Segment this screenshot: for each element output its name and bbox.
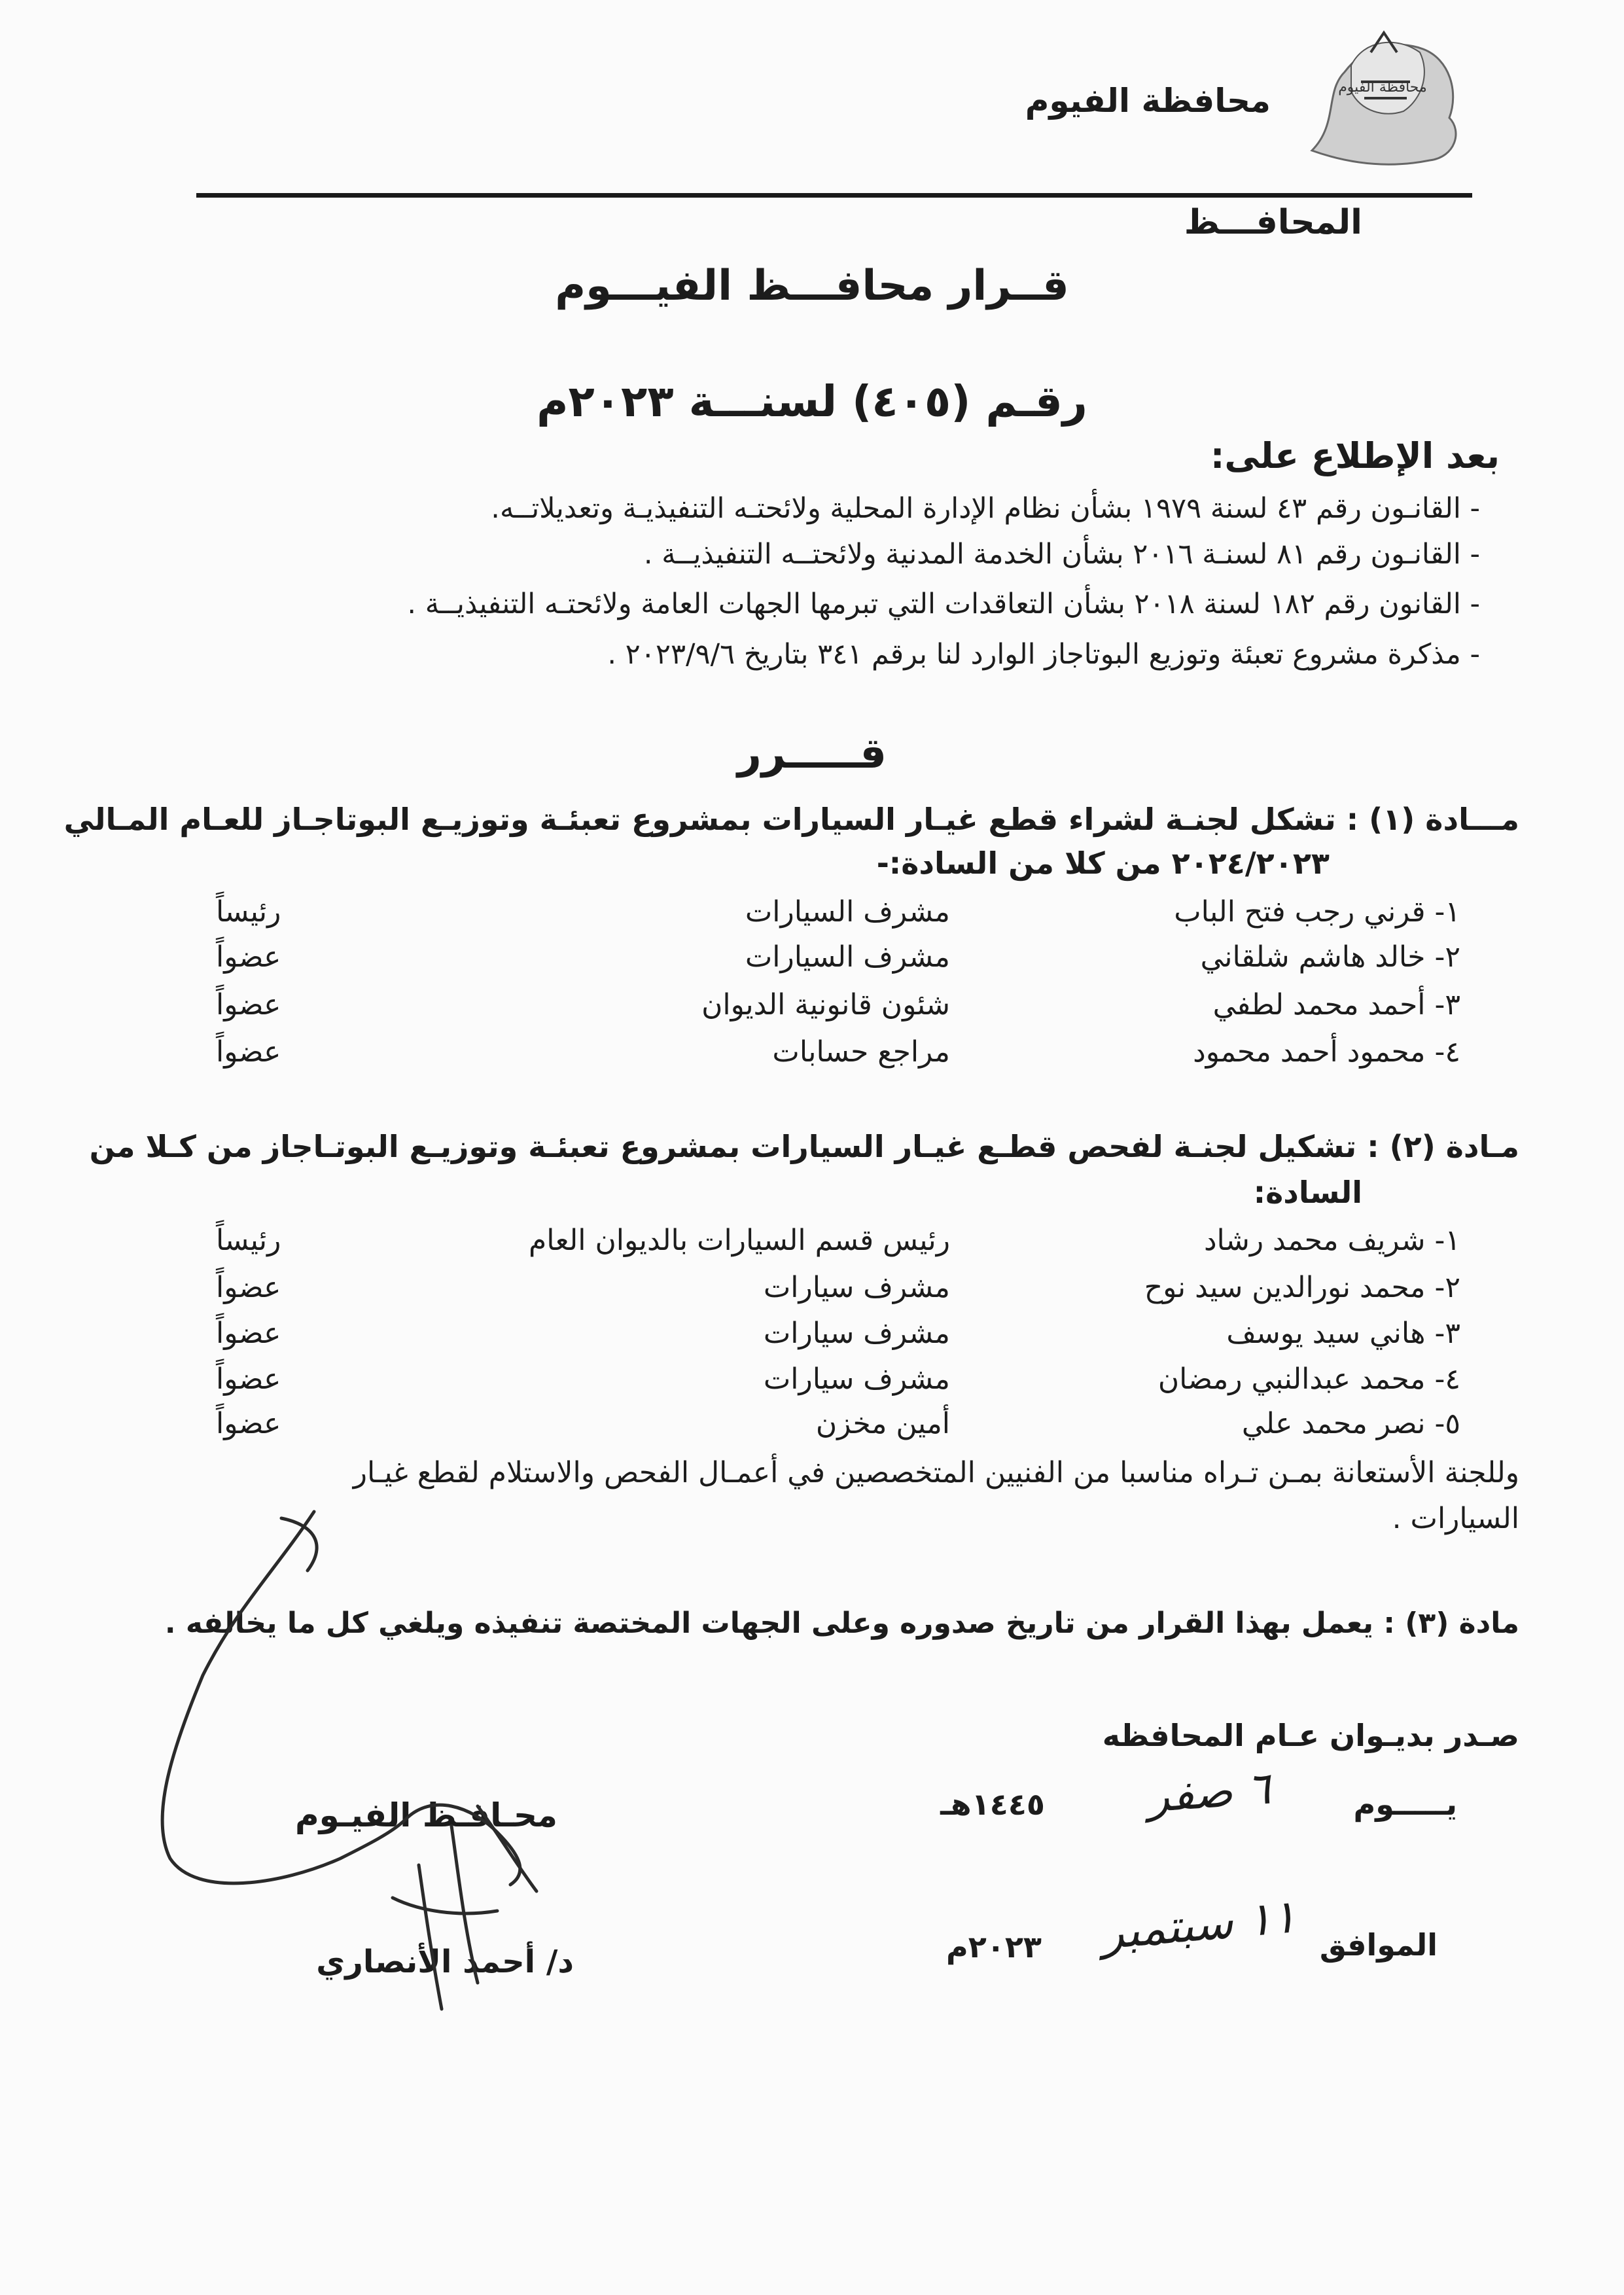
member-role: عضواً (216, 1362, 281, 1396)
member-role: عضواً (216, 1317, 281, 1350)
preamble-heading: بعد الإطلاع على: (1210, 435, 1500, 476)
member-name: ٤- محمد عبدالنبي رمضان (1157, 1362, 1460, 1396)
member-role: رئيساً (216, 895, 281, 929)
member-role: عضواً (216, 988, 281, 1022)
gregorian-day-handwritten: ١١ سبتمبر (1099, 1889, 1299, 1960)
gregorian-label: الموافق (1319, 1927, 1438, 1963)
member-position: مشرف السيارات (745, 895, 950, 929)
preamble-item: - القانون رقم ١٨٢ لسنة ٢٠١٨ بشأن التعاقدات التي تبرمها الجهات العامة ولائحتـه التنفيذيــة . (407, 588, 1480, 620)
preamble-item: - القانـون رقم ٤٣ لسنة ١٩٧٩ بشأن نظام الإدارة المحلية ولائحتـه التنفيذيـة وتعديلاتــه. (491, 492, 1480, 525)
member-name: ١- شريف محمد رشاد (1203, 1224, 1460, 1257)
member-name: ٢- محمد نورالدين سيد نوح (1144, 1271, 1460, 1304)
governor-title: محـافـظ الفيـوم (294, 1796, 557, 1834)
article-3 (165, 1607, 1519, 1640)
hijri-year: ١٤٤٥هـ (940, 1787, 1045, 1822)
governorate-header: محافظة الفيوم (1025, 82, 1271, 120)
member-name: ٢- خالد هاشم شلقاني (1200, 940, 1460, 974)
member-role: عضواً (216, 1271, 281, 1304)
logo-text: محافظة الفيوم (1338, 79, 1427, 96)
decided-heading: قـــــرر (737, 730, 887, 778)
member-position: مشرف السيارات (745, 940, 950, 974)
hijri-day-handwritten: ٦ صفر (1146, 1762, 1273, 1823)
member-name: ٣- هاني سيد يوسف (1226, 1317, 1460, 1350)
article-2-heading: مـادة (٢) : تشكيل لجنـة لفحص قطـع غيـار السيارات بمشروع تعبئـة وتوزيـع البوتـاجاز من كـلا من (89, 1129, 1519, 1164)
member-name: ١- قرني رجب فتح الباب (1174, 895, 1460, 929)
governorate-logo (1299, 20, 1462, 170)
article-1-heading: مـــادة (١) : تشكل لجنـة لشراء قطع غيـار السيارات بمشروع تعبئـة وتوزيـع البوتاجـاز للعـام المـالي (63, 802, 1519, 837)
member-role: عضواً (216, 940, 281, 974)
article-2-heading-cont: السادة: (1253, 1175, 1362, 1210)
decision-title: قــرار محافـــظ الفيـــوم (555, 262, 1069, 310)
member-role: عضواً (216, 1035, 281, 1069)
member-role: رئيساً (216, 1224, 281, 1257)
preamble-item: - القانـون رقم ٨١ لسنـة ٢٠١٦ بشأن الخدمة المدنية ولائحتــه التنفيذيــة . (643, 538, 1480, 571)
member-position: مشرف سيارات (763, 1362, 950, 1396)
member-position: رئيس قسم السيارات بالديوان العام (528, 1224, 950, 1257)
member-position: أمين مخزن (815, 1407, 950, 1440)
member-role: عضواً (216, 1407, 281, 1440)
member-name: ٣- أحمد محمد لطفي (1212, 988, 1460, 1022)
article-3-text: مادة (٣) : يعمل بهذا القرار من تاريخ صدوره وعلى الجهات المختصة تنفيذه ويلغي كل ما يخالفه . (164, 1607, 1519, 1640)
article-1-heading-cont: ٢٠٢٤/٢٠٢٣ من كلا من السادة:- (876, 845, 1330, 881)
hijri-day-label: يـــــوم (1353, 1787, 1457, 1822)
header-divider (196, 193, 1472, 198)
article-2-note: وللجنة الأستعانة بمـن تـراه مناسبا من الفنيين المتخصصين في أعمـال الفحص والاستلام لقطع غيـار (353, 1456, 1519, 1489)
issued-at: صـدر بديـوان عـام المحافظه (1102, 1718, 1519, 1753)
member-name: ٤- محمود أحمد محمود (1193, 1035, 1460, 1069)
member-position: شئون قانونية الديوان (701, 988, 950, 1022)
office-title: المحافـــظ (1184, 203, 1362, 242)
article-2-note-cont: السيارات . (1392, 1502, 1519, 1535)
member-position: مشرف سيارات (763, 1317, 950, 1350)
gregorian-year: ٢٠٢٣م (945, 1929, 1042, 1965)
decision-number: رقـم (٤٠٥) لسنـــة ٢٠٢٣م (537, 376, 1087, 427)
member-position: مراجع حسابات (772, 1035, 950, 1069)
preamble-item: - مذكرة مشروع تعبئة وتوزيع البوتاجاز الوارد لنا برقم ٣٤١ بتاريخ ٢٠٢٣/٩/٦ . (607, 638, 1480, 671)
governor-name: د/ أحمد الأنصاري (316, 1944, 574, 1980)
member-position: مشرف سيارات (763, 1271, 950, 1304)
member-name: ٥- نصر محمد علي (1241, 1407, 1460, 1440)
